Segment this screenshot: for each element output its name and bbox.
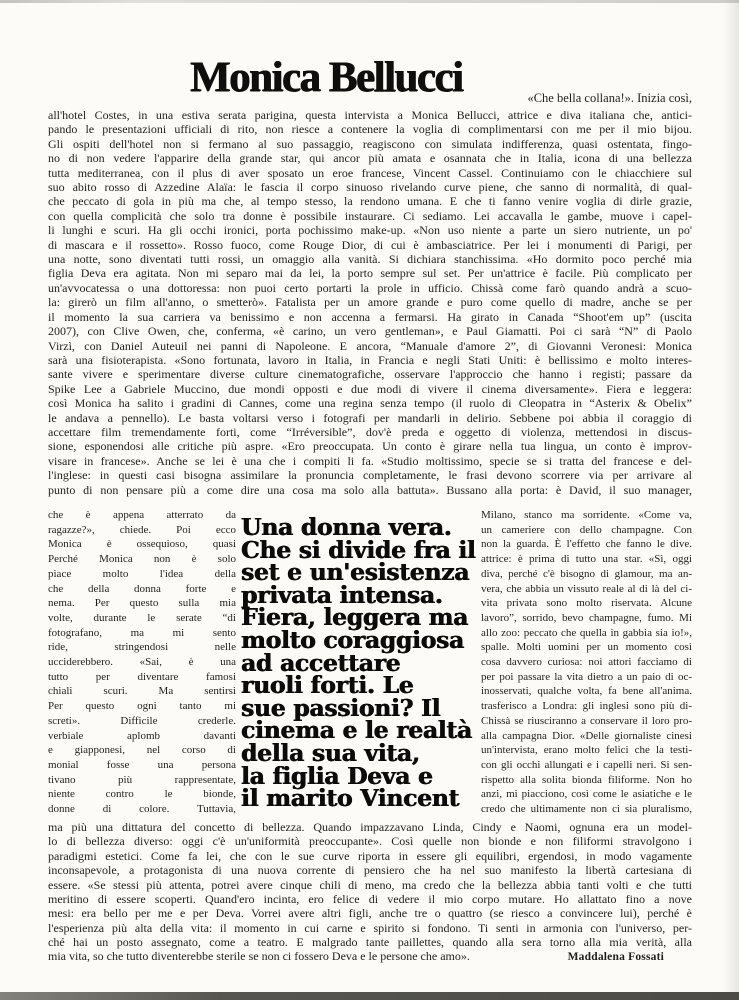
article-opening-line: «Che bella collana!». Inizia così, — [527, 91, 692, 105]
left-column-line: che della donna forte e — [48, 582, 236, 595]
body-text-line: che peccato di gola in più ma che, al tempo stesso, la rendono umana. E che ti fanno venire voglia di dirle grazie, — [48, 194, 692, 209]
page-top-edge — [0, 0, 739, 3]
body-text-line: ché hai un posto assegnato, come a teatro. E malgrado tante paillettes, quando alla sera torno alla mia verità, alla — [48, 935, 692, 950]
right-column-line: con gli occhi allungati e i capelli neri. Si sen- — [481, 758, 692, 771]
right-column-line: Milano, stanco ma sorridente. «Come va, — [481, 509, 692, 521]
pull-quote-line: privata intensa. — [241, 580, 443, 609]
body-text-line: visare in francese». Anche se lei è una che i compiti li fa. «Studio moltissimo, specie se si tratta del francese e del- — [48, 453, 692, 468]
article-columns — [48, 507, 692, 820]
pull-quote-line: ruoli forti. Le — [241, 671, 414, 700]
right-column-line: un'intervista, erano molto felici che la testi- — [481, 744, 692, 757]
body-text-line: un'avvocatessa o una dottoressa: non puoi certo portarti la prole in ufficio. Chissà come farò quando andrà a scuo- — [48, 280, 692, 295]
article-body-bottom — [48, 820, 692, 950]
left-column-line: donne di colore. Tuttavia, — [48, 803, 236, 816]
left-column-line: verbiale aplomb davanti — [48, 729, 236, 742]
body-text-line: mesi: era bello per me e per Deva. Vorrei avere altri figli, anche tre o quattro (se riesco a convincere lui), perché è — [48, 906, 692, 921]
left-column-line: Perché Monica non è solo — [48, 553, 236, 566]
body-text-line: suo abito rosso di Azzedine Alaïa: le fascia il corpo sinuoso rivelando curve piene, che sanno di normalità, di qual- — [48, 180, 692, 195]
right-column-line: allo zoo: peccato che quella in gabbia sia io!», — [481, 626, 692, 639]
left-column-line: nema. Per questo sulla mia — [48, 597, 236, 610]
body-text-line: Virzì, con Daniel Auteuil nei panni di Napoleone. E ancora, “Manuale d'amore 2”, di Giovanni Veronesi: Monica — [48, 338, 692, 353]
right-text-column — [481, 508, 692, 817]
article-final-line — [48, 949, 692, 964]
body-text-line: l'esperienza più alta della vita: il momento in cui carne e spirito si fondono. Ti senti in armonia con l'universo, per- — [48, 920, 692, 935]
pull-quote-line: il marito Vincent — [241, 784, 460, 813]
left-column-line: monial fosse una persona — [48, 758, 236, 771]
left-column-line: chiali scuri. Ma sentirsi — [48, 685, 236, 698]
body-text-line: accettare film tremendamente forti, come “Irréversible”, dov'è preda e oggetto di violenza, mettendosi in discus- — [48, 424, 692, 439]
article-title: Monica Bellucci — [190, 54, 463, 101]
left-column-line: Per questo ogni tanto mi — [48, 700, 236, 713]
body-text-line: pando le presentazioni ufficiali di rito, non riesce a contenere la voglia di complimentarsi con me per il mio bijou. — [48, 122, 692, 137]
right-column-line: spalle. Molti uomini per un momento così — [481, 641, 692, 654]
body-text-line: essere. «Se stessi più attenta, potrei avere cinque chili di meno, ma credo che la bellezza abbia tanti volti e che tutti — [48, 877, 692, 892]
body-text-line: l'inglese: in questi casi bisogna assimilare la pronuncia completamente, le frasi devono scorrere via per arrivare al — [48, 468, 692, 483]
article-body-top — [48, 108, 692, 497]
right-column-line: vera, che abbia un vissuto reale al di là del ci- — [481, 582, 692, 595]
left-text-column — [48, 508, 236, 817]
right-column-line: cosa davvero curiosa: noi attori facciamo di — [481, 656, 692, 669]
right-column-line: inosservati, qualche volta, fa bene all'anima. — [481, 685, 692, 698]
pull-quote-line: cinema e le realtà — [241, 716, 472, 745]
right-column-line: lavoro”, sorrido, bevo champagne, fumo. Mi — [481, 611, 692, 624]
right-column-line: anzi, mi piacciono, così come le asiatiche e le — [481, 788, 692, 801]
pull-quote-line: della sua vita, — [241, 738, 420, 767]
left-column-line: volte, durante le serate “di — [48, 611, 236, 624]
body-text-line: all'hotel Costes, in una estiva serata parigina, questa intervista a Monica Bellucci, attrice e diva italiana che, antici- — [48, 108, 692, 122]
right-column-line: attrice: è prima di tutto una star. «Sì, oggi — [481, 553, 692, 566]
pull-quote-line: ad accettare — [241, 648, 401, 677]
body-text-line: li lunghi e scuri. Ha gli occhi ironici, porta pochissimo make-up. «Non uso niente a parte un siero nutriente, un po' — [48, 223, 692, 238]
right-column-line: Chissà se riusciranno a conservare il loro pro- — [481, 714, 692, 727]
pull-quote-line: set e un'esistenza — [241, 558, 470, 587]
left-column-line: ride, stringendosi nelle — [48, 641, 236, 654]
left-column-line: Monica è ossequioso, quasi — [48, 538, 236, 551]
left-column-line: screti». Difficile crederle. — [48, 714, 236, 727]
final-line-text: mia vita, so che tutto diventerebbe sterile se non ci fossero Deva e le persone che amo». — [48, 949, 470, 963]
body-text-line: no di non vedere l'apparire della grande star, qui ancor più amata e osannata che in Italia, icona di una bellezza — [48, 151, 692, 166]
pull-quote-line: Fiera, leggera ma — [241, 603, 469, 632]
right-column-line: trasferisco a Londra: gli inglesi sono più di- — [481, 700, 692, 713]
body-text-line: meritino di essere scoperti. Quand'ero incinta, ero felice di vedere il mio corpo mutare. Ho allattato fino a nove — [48, 892, 692, 907]
body-text-line: una notte, sono diventati tutti rossi, un omaggio alla vanità. Si dichiara stanchissima. «Ho dormito poco perché mia — [48, 252, 692, 267]
body-text-line: le andava a pennello). Le basta voltarsi verso i fotografi per mandarli in delirio. Sebbene poi abbia il coraggio di — [48, 410, 692, 425]
body-text-line: di mascara e il rossetto». Rosso fuoco, come Rouge Dior, di cui è ambasciatrice. Per lei i monumenti di Parigi, per — [48, 237, 692, 252]
right-column-line: vita privata sono molto riservata. Alcune — [481, 597, 692, 610]
body-text-line: Spike Lee a Gabriele Muccino, due mondi opposti e due modi di vivere il cinema diversamente». Fiera e leggera: — [48, 381, 692, 396]
body-text-line: inconsapevole, a protagonista di una nuova corrente di pensiero che ha nel suo manifesto la libertà cartesiana di — [48, 863, 692, 878]
body-text-line: Gli ospiti dell'hotel non si fermano al suo passaggio, reagiscono con simulata indifferenza, quasi ostentata, fingo- — [48, 136, 692, 151]
body-text-line: 2007), con Clive Owen, che, conferma, «è carino, un vero gentleman», e Paul Giamatti. Poi ci sarà “N” di Paolo — [48, 324, 692, 339]
author-byline: Maddalena Fossati — [567, 951, 664, 963]
right-column-line: per poi passare la vita dietro a un paio di oc- — [481, 670, 692, 683]
body-text-line: così Monica ha salito i gradini di Cannes, come una regina senza tempo (il ruolo di Cleopatra in “Asterix & Obelix” — [48, 396, 692, 411]
left-column-line: niente contro le bionde, — [48, 788, 236, 801]
left-column-line: tivano più rappresentate, — [48, 773, 236, 786]
pull-quote-line: sue passioni? Il — [241, 693, 441, 722]
body-text-line: figlia Deva era agitata. Non mi separo mai da lei, la porto sempre sul set. Per un'attrice è facile. Più complicato per — [48, 266, 692, 281]
right-column-line: non la guarda. È l'effetto che fanno le dive. — [481, 538, 692, 551]
body-text-line: punto di non pensare più a come dire una cosa ma solo alla battuta». Bussano alla porta: è David, il suo manager, — [48, 482, 692, 497]
body-text-line: paradigmi estetici. Come fa lei, che con le sue curve riporta in essere gli equilibri, ergendosi, in modo vagamente — [48, 848, 692, 863]
left-column-line: ragazze?», chiede. Poi ecco — [48, 523, 236, 536]
body-text-line: sione, esponendosi alle critiche più aspre. «Ero preoccupata. Un conto è girare nella tua lingua, un conto è improv- — [48, 439, 692, 454]
body-text-line: sarà una fisioterapista. «Sono fortunata, lavoro in Italia, in Francia e negli Stati Uniti: è bellissimo e molto interes- — [48, 352, 692, 367]
page-bottom-edge — [0, 992, 739, 1000]
right-column-line: un cameriere con dello champagne. Con — [481, 523, 692, 536]
left-column-line: piace molto l'idea della — [48, 567, 236, 580]
right-column-line: rispetto alla solita bionda filiforme. Non ho — [481, 773, 692, 786]
right-column-line: alla campagna Dior. «Delle giornaliste cinesi — [481, 729, 692, 742]
pull-quote-line: la figlia Deva e — [241, 761, 433, 790]
body-text-line: il momento la sua carriera va benissimo e non accenna a fermarsi. Ha girato in Canada “Shoot'em up” (uscita — [48, 309, 692, 324]
left-column-line: fotografano, ma mi sento — [48, 626, 236, 639]
article-header — [48, 54, 692, 108]
left-column-line: che è appena atterrato da — [48, 509, 236, 521]
left-column-line: tutto per diventare famosi — [48, 670, 236, 683]
right-column-line: diva, perché c'è bisogno di glamour, ma an- — [481, 567, 692, 580]
page-right-edge-shade — [723, 0, 739, 1000]
left-column-line: e giapponesi, nel corso di — [48, 744, 236, 757]
pull-quote-line: Una donna vera. — [241, 513, 452, 541]
body-text-line: sante vivere e sperimentare diverse culture cinematografiche, osservare l'approccio che hanno i registi; passare da — [48, 367, 692, 382]
pull-quote-line: molto coraggiosa — [241, 625, 464, 654]
body-text-line: con quella complicità che solo tra donne è possibile instaurare. Ci sediamo. Lei accavalla le gambe, muove i capel- — [48, 208, 692, 223]
pull-quote-line: Che si divide fra il — [241, 535, 476, 564]
body-text-line: lo di bellezza diverso: oggi c'è un'uniformità preoccupante». Così quelle non bionde e non filiformi stravolgono i — [48, 834, 692, 849]
body-text-line: la: girerò un film all'anno, o smetterò». Fatalista per un amore grande e puro come quello di madre, anche se per — [48, 295, 692, 310]
left-column-line: ucciderebbero. «Sai, è una — [48, 656, 236, 669]
body-text-line: tutta mediterranea, con il plus di aver sposato un eroe francese, Vincent Cassel. Continuiamo con le chiacchiere sul — [48, 165, 692, 180]
body-text-line: ma più una dittatura del concetto di bellezza. Quando impazzavano Linda, Cindy e Naomi, ognuna era un model- — [48, 820, 692, 834]
right-column-line: credo che ultimamente non ci sia pluralismo, — [481, 803, 692, 816]
pull-quote — [241, 513, 483, 813]
